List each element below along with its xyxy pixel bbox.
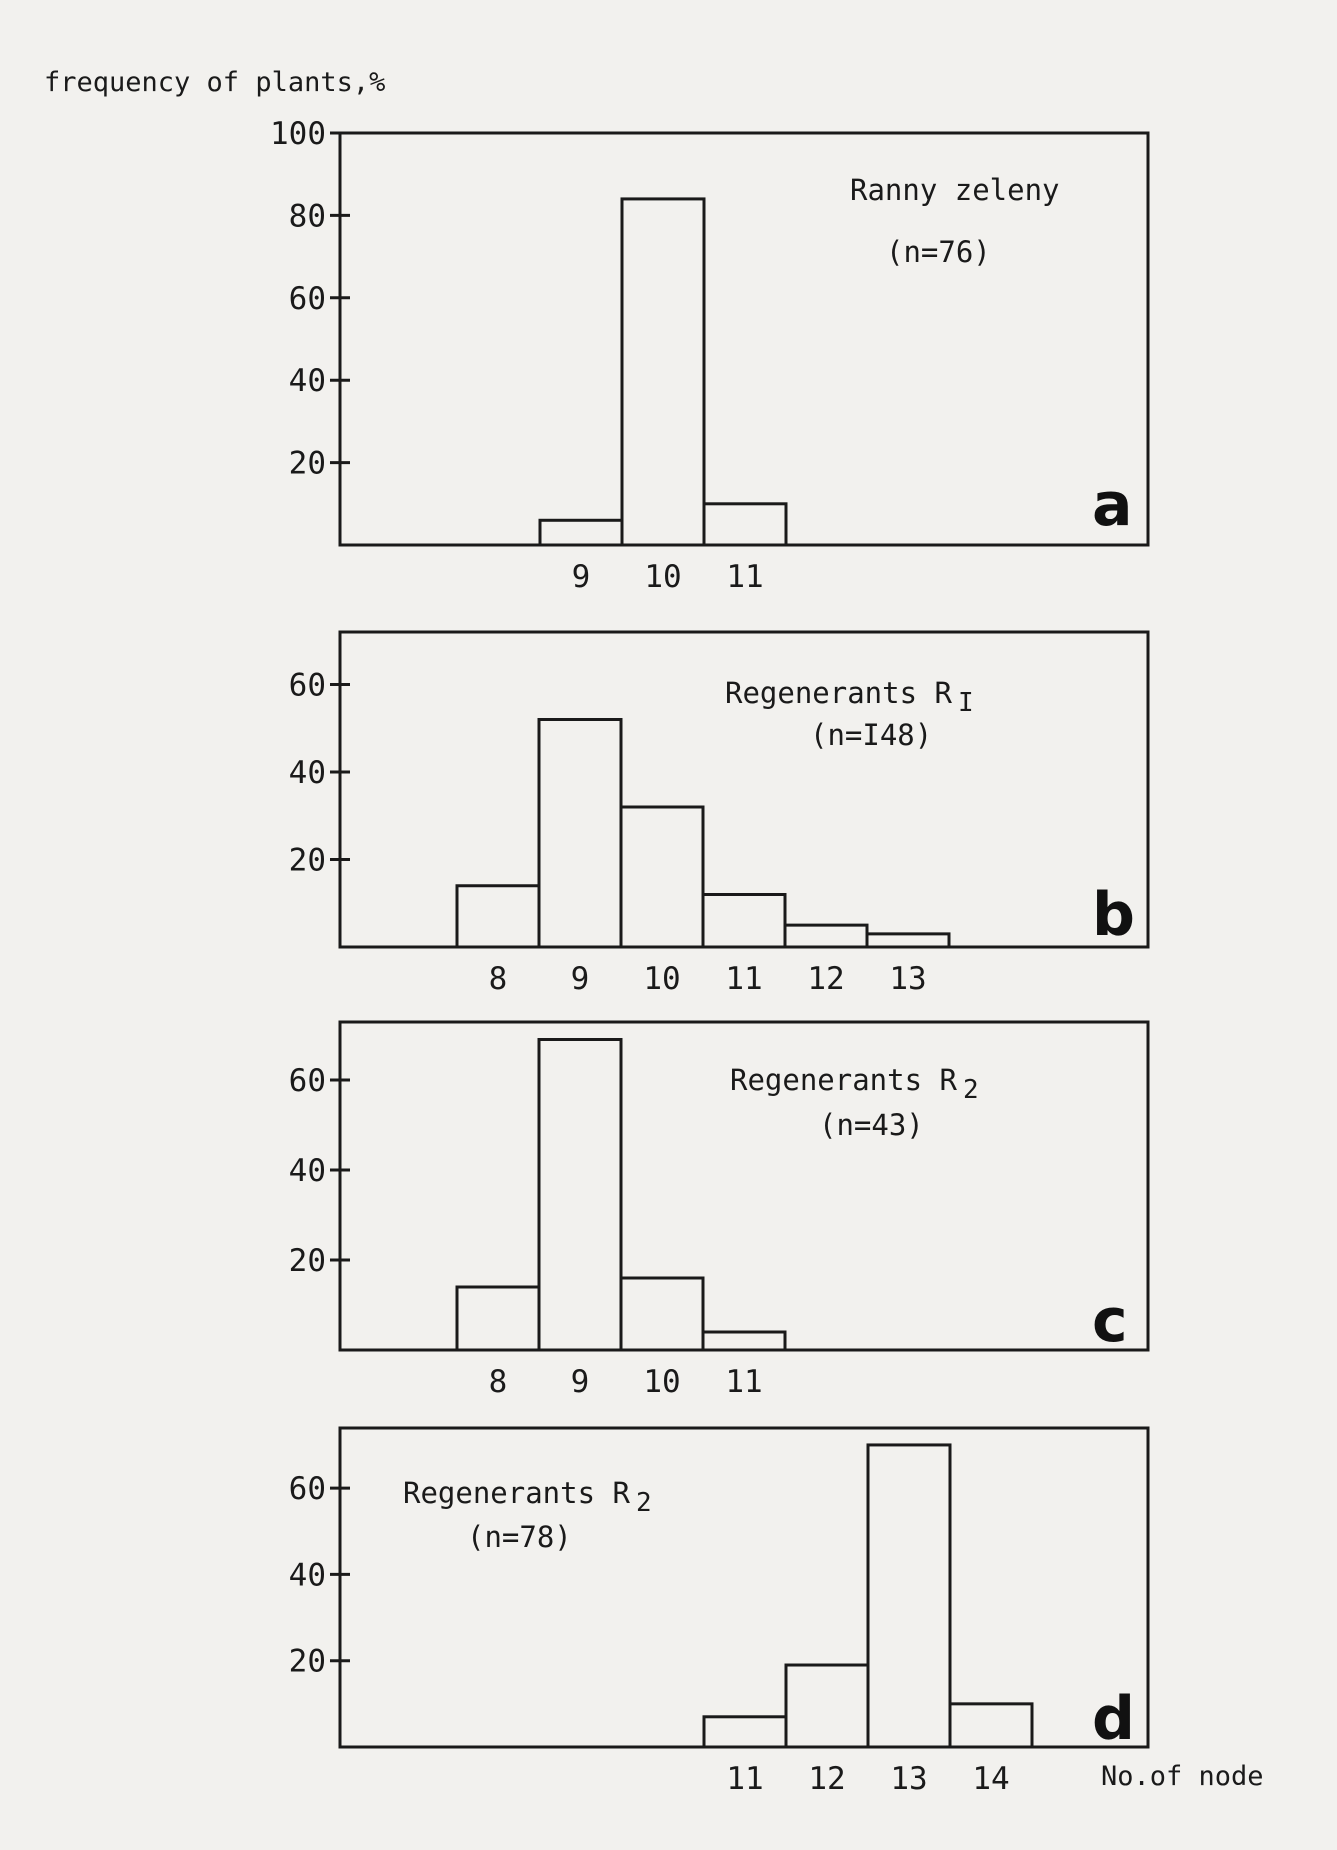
y-tick-label: 40 xyxy=(288,363,326,400)
panel-letter: d xyxy=(1092,1684,1135,1754)
bar-node-13 xyxy=(868,1445,950,1747)
y-tick-label: 60 xyxy=(288,1471,326,1508)
x-tick-label: 11 xyxy=(726,559,764,595)
panel-label: Ranny zeleny xyxy=(850,173,1060,207)
panel-label-subscript: 2 xyxy=(962,1074,979,1105)
panel-sample-size: (n=78) xyxy=(467,1520,572,1554)
x-tick-label: 11 xyxy=(726,1761,764,1797)
bar-node-9 xyxy=(539,720,621,948)
bar-node-9 xyxy=(539,1040,621,1351)
x-tick-label: 10 xyxy=(643,1364,681,1400)
y-tick-label: 60 xyxy=(288,280,326,317)
bar-node-10 xyxy=(621,807,703,947)
bar-node-8 xyxy=(457,886,539,947)
panel-c xyxy=(289,1022,1148,1400)
x-axis-title: No.of node xyxy=(1101,1761,1264,1792)
panel-sample-size: (n=43) xyxy=(819,1108,924,1142)
panel-label: Regenerants R 2 xyxy=(730,1063,979,1105)
bar-node-8 xyxy=(457,1287,539,1350)
y-tick-label: 20 xyxy=(288,1643,326,1680)
panel-letter: b xyxy=(1092,880,1135,950)
x-tick-label: 10 xyxy=(644,559,682,595)
bar-node-12 xyxy=(785,925,867,947)
y-tick-label: 20 xyxy=(288,445,326,482)
y-tick-label: 40 xyxy=(288,755,326,791)
panel-sample-size: (n=76) xyxy=(886,235,991,269)
panel-label: Regenerants R I xyxy=(725,676,974,718)
bar-node-11 xyxy=(704,504,786,545)
bar-node-13 xyxy=(867,934,949,947)
panel-sample-size: (n=I48) xyxy=(810,718,933,752)
y-tick-label: 20 xyxy=(288,1243,326,1279)
y-tick-label: 60 xyxy=(288,1063,326,1099)
bar-node-14 xyxy=(950,1704,1032,1747)
panel-d xyxy=(289,1428,1148,1797)
bar-node-11 xyxy=(703,895,785,948)
panel-letter: a xyxy=(1092,470,1133,540)
y-axis-title: frequency of plants,% xyxy=(44,67,386,98)
x-tick-label: 9 xyxy=(570,961,590,997)
x-tick-label: 9 xyxy=(571,559,591,595)
panel-label-subscript: 2 xyxy=(635,1487,652,1518)
panel-label: Regenerants R 2 xyxy=(403,1476,652,1518)
x-tick-label: 10 xyxy=(643,961,681,997)
bar-node-12 xyxy=(786,1665,868,1747)
bar-node-10 xyxy=(621,1278,703,1350)
x-tick-label: 11 xyxy=(725,961,763,997)
bar-node-11 xyxy=(704,1717,786,1747)
panel-letter: c xyxy=(1092,1286,1128,1356)
y-tick-label: 60 xyxy=(288,667,326,704)
bar-node-11 xyxy=(703,1332,785,1350)
panel-a xyxy=(270,116,1148,595)
y-tick-label: 40 xyxy=(288,1557,326,1594)
x-tick-label: 8 xyxy=(488,961,508,997)
bar-node-9 xyxy=(540,520,622,545)
bar-node-10 xyxy=(622,199,704,545)
y-tick-label: 40 xyxy=(288,1153,326,1189)
panel-label-subscript: I xyxy=(957,687,974,718)
x-tick-label: 8 xyxy=(488,1364,508,1400)
panel-b xyxy=(289,632,1148,997)
x-tick-label: 12 xyxy=(808,1761,846,1797)
x-tick-label: 12 xyxy=(807,961,845,997)
y-tick-label: 20 xyxy=(288,842,326,879)
y-tick-label: 100 xyxy=(270,116,326,152)
y-tick-label: 80 xyxy=(288,198,326,235)
x-tick-label: 13 xyxy=(890,1761,928,1797)
x-tick-label: 14 xyxy=(972,1761,1010,1797)
x-tick-label: 9 xyxy=(570,1364,590,1400)
x-tick-label: 11 xyxy=(725,1364,763,1400)
x-tick-label: 13 xyxy=(889,961,927,997)
